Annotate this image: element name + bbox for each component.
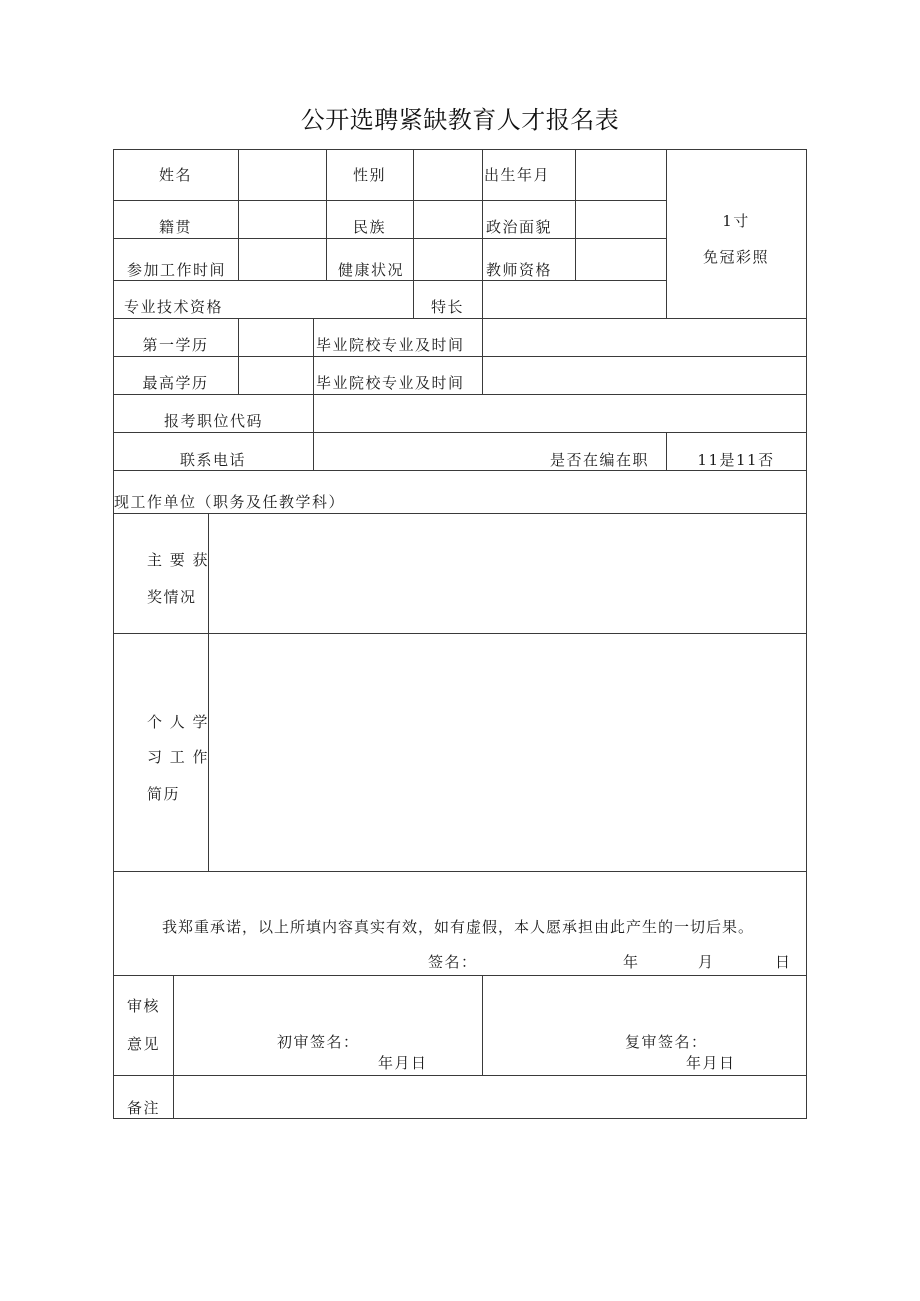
resume-label-line1: 个 人 学 xyxy=(147,713,210,731)
first-degree-label: 第一学历 xyxy=(142,336,209,354)
resume-label-line2: 习 工 作 xyxy=(147,748,210,766)
specialty-label: 特长 xyxy=(431,298,465,316)
grid-line xyxy=(113,975,807,976)
resume-label-line3: 简历 xyxy=(147,785,181,803)
phone-label: 联系电话 xyxy=(180,451,247,469)
grid-line xyxy=(575,149,576,280)
grad-info-2-label: 毕业院校专业及时间 xyxy=(316,374,465,392)
review-label-line2: 意见 xyxy=(127,1035,161,1053)
highest-degree-label: 最高学历 xyxy=(142,374,209,392)
first-review-sign: 初审签名： xyxy=(277,1033,360,1051)
grid-line xyxy=(482,318,483,394)
grid-line xyxy=(113,238,666,239)
gender-label: 性别 xyxy=(352,166,386,184)
grid-line xyxy=(113,871,807,872)
current-unit-label: 现工作单位（职务及任教学科） xyxy=(114,493,346,511)
on-staff-label: 是否在编在职 xyxy=(550,451,650,469)
birth-label: 出生年月 xyxy=(483,166,550,184)
tech-qual-label: 专业技术资格 xyxy=(124,298,224,316)
grid-line xyxy=(806,149,807,1119)
name-label: 姓名 xyxy=(158,166,192,184)
second-review-date: 年月日 xyxy=(686,1054,736,1072)
grad-info-1-label: 毕业院校专业及时间 xyxy=(316,336,465,354)
grid-line xyxy=(113,513,807,514)
teacher-qual-label: 教师资格 xyxy=(486,261,553,279)
grid-line xyxy=(113,470,807,471)
photo-size-label: 1寸 xyxy=(722,212,750,230)
awards-label-line1: 主 要 获 xyxy=(147,551,210,569)
grid-line xyxy=(666,149,667,318)
health-label: 健康状况 xyxy=(338,261,405,279)
grid-line xyxy=(113,394,807,395)
review-label-line1: 审核 xyxy=(127,997,161,1015)
date-year: 年 xyxy=(623,953,640,971)
grid-line xyxy=(113,1075,807,1076)
second-review-sign: 复审签名： xyxy=(625,1033,708,1051)
grid-line xyxy=(313,318,314,470)
grid-line xyxy=(482,975,483,1075)
date-day: 日 xyxy=(775,953,792,971)
grid-line xyxy=(113,200,666,201)
grid-line xyxy=(173,975,174,1119)
grid-line xyxy=(113,432,807,433)
grid-line xyxy=(413,149,414,318)
work-start-label: 参加工作时间 xyxy=(127,261,227,279)
political-status-label: 政治面貌 xyxy=(486,218,553,236)
declaration-text: 我郑重承诺，以上所填内容真实有效，如有虚假，本人愿承担由此产生的一切后果。 xyxy=(162,918,755,936)
grid-line xyxy=(113,356,807,357)
remarks-label: 备注 xyxy=(127,1099,161,1117)
grid-line xyxy=(113,1118,807,1119)
grid-line xyxy=(238,318,239,394)
grid-line xyxy=(113,633,807,634)
position-code-label: 报考职位代码 xyxy=(164,412,264,430)
date-month: 月 xyxy=(698,953,715,971)
on-staff-options: 11是11否 xyxy=(697,451,775,469)
awards-label-line2: 奖情况 xyxy=(147,588,197,606)
photo-desc-label: 免冠彩照 xyxy=(702,248,769,266)
native-place-label: 籍贯 xyxy=(158,218,192,236)
grid-line xyxy=(113,149,807,150)
grid-line xyxy=(113,149,114,1119)
first-review-date: 年月日 xyxy=(378,1054,428,1072)
grid-line xyxy=(113,318,807,319)
grid-line xyxy=(238,149,239,280)
grid-line xyxy=(113,280,666,281)
signature-label: 签名： xyxy=(428,953,478,971)
page-title: 公开选聘紧缺教育人才报名表 xyxy=(300,106,620,134)
ethnicity-label: 民族 xyxy=(352,218,386,236)
